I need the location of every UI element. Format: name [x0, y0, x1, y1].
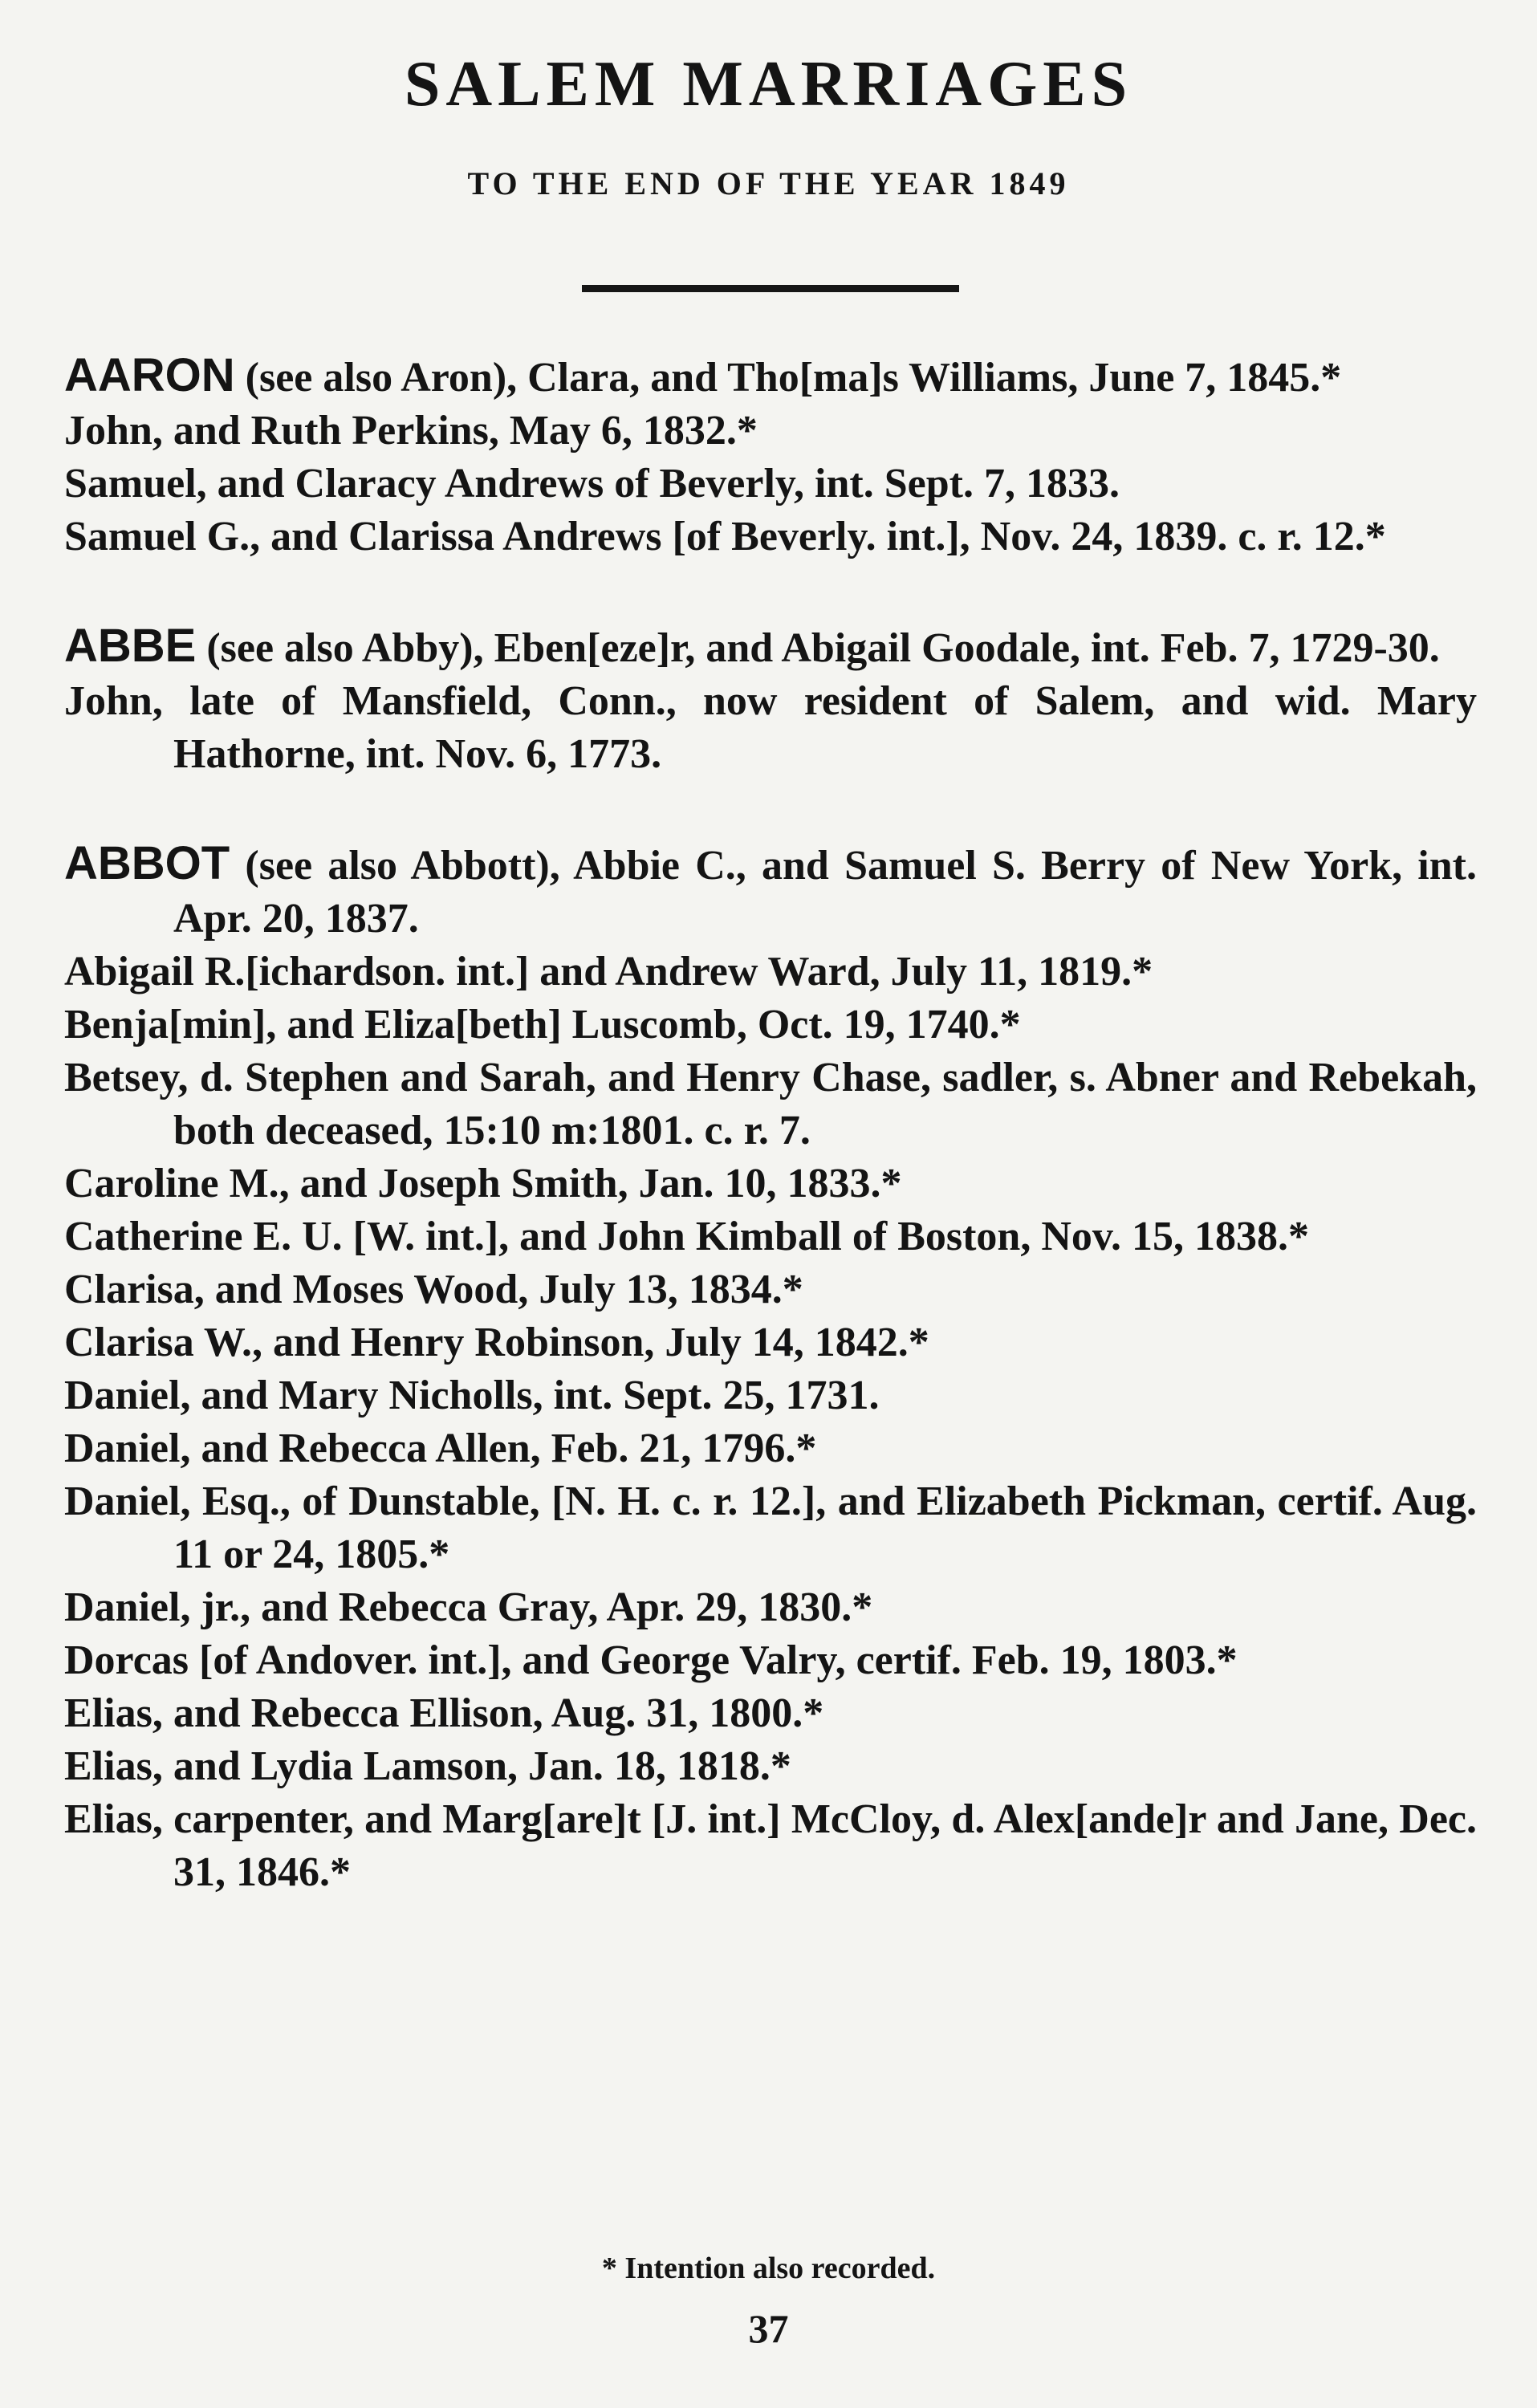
- record-text: (see also Aron), Clara, and Tho[ma]s Williams, June 7, 1845.*: [234, 355, 1342, 401]
- record-entry: Daniel, jr., and Rebecca Gray, Apr. 29, 1830.*: [64, 1584, 873, 1630]
- record-entry: [64, 620, 1477, 675]
- title-divider: [582, 285, 959, 292]
- footnote: * Intention also recorded.: [601, 2251, 936, 2285]
- record-entry: Daniel, and Rebecca Allen, Feb. 21, 1796.*: [64, 1426, 817, 1471]
- page-number: 37: [748, 2306, 789, 2351]
- record-entry: [64, 349, 1477, 405]
- surname-group-abbot: [64, 837, 1477, 1899]
- record-entry: John, and Ruth Perkins, May 6, 1832.*: [64, 408, 758, 454]
- record-entry: [64, 837, 1477, 946]
- record-entry: John, late of Mansfield, Conn., now resident of Salem, and wid. Mary Hathorne, int. Nov. 6, 1773.: [64, 678, 1477, 777]
- marriage-records: [64, 349, 1477, 1955]
- page-title: SALEM MARRIAGES: [404, 49, 1133, 120]
- surname-heading: ABBE: [64, 620, 197, 672]
- surname-heading: ABBOT: [64, 837, 230, 889]
- record-entry: Clarisa, and Moses Wood, July 13, 1834.*: [64, 1267, 803, 1312]
- record-entry: Daniel, and Mary Nicholls, int. Sept. 25, 1731.: [64, 1373, 880, 1418]
- record-entry: Clarisa W., and Henry Robinson, July 14, 1842.*: [64, 1320, 929, 1365]
- record-text: (see also Abbott), Abbie C., and Samuel S. Berry of New York, int. Apr. 20, 1837.: [173, 843, 1477, 942]
- record-entry: Betsey, d. Stephen and Sarah, and Henry Chase, sadler, s. Abner and Rebekah, both deceased, 15:10 m:1801. c. r. 7.: [64, 1055, 1477, 1153]
- record-entry: Catherine E. U. [W. int.], and John Kimball of Boston, Nov. 15, 1838.*: [64, 1214, 1310, 1259]
- surname-group-aaron: [64, 349, 1477, 563]
- record-entry: Abigail R.[ichardson. int.] and Andrew Ward, July 11, 1819.*: [64, 949, 1153, 995]
- page-subtitle: TO THE END OF THE YEAR 1849: [467, 165, 1070, 201]
- record-entry: Elias, and Lydia Lamson, Jan. 18, 1818.*: [64, 1743, 791, 1789]
- record-entry: Samuel G., and Clarissa Andrews [of Beverly. int.], Nov. 24, 1839. c. r. 12.*: [64, 514, 1386, 559]
- record-entry: Elias, and Rebecca Ellison, Aug. 31, 1800.*: [64, 1690, 824, 1736]
- surname-heading: AARON: [64, 349, 235, 401]
- record-entry: Caroline M., and Joseph Smith, Jan. 10, 1833.*: [64, 1161, 902, 1206]
- record-entry: Samuel, and Claracy Andrews of Beverly, int. Sept. 7, 1833.: [64, 461, 1120, 506]
- record-text: (see also Abby), Eben[eze]r, and Abigail Goodale, int. Feb. 7, 1729-30.: [196, 625, 1440, 671]
- record-entry: Elias, carpenter, and Marg[are]t [J. int.] McCloy, d. Alex[ande]r and Jane, Dec. 31, 1846.*: [64, 1796, 1477, 1895]
- record-entry: Benja[min], and Eliza[beth] Luscomb, Oct. 19, 1740.*: [64, 1002, 1021, 1047]
- record-entry: Daniel, Esq., of Dunstable, [N. H. c. r. 12.], and Elizabeth Pickman, certif. Aug. 11 or 24, 1805.*: [64, 1479, 1477, 1577]
- record-entry: Dorcas [of Andover. int.], and George Valry, certif. Feb. 19, 1803.*: [64, 1637, 1238, 1683]
- surname-group-abbe: [64, 620, 1477, 781]
